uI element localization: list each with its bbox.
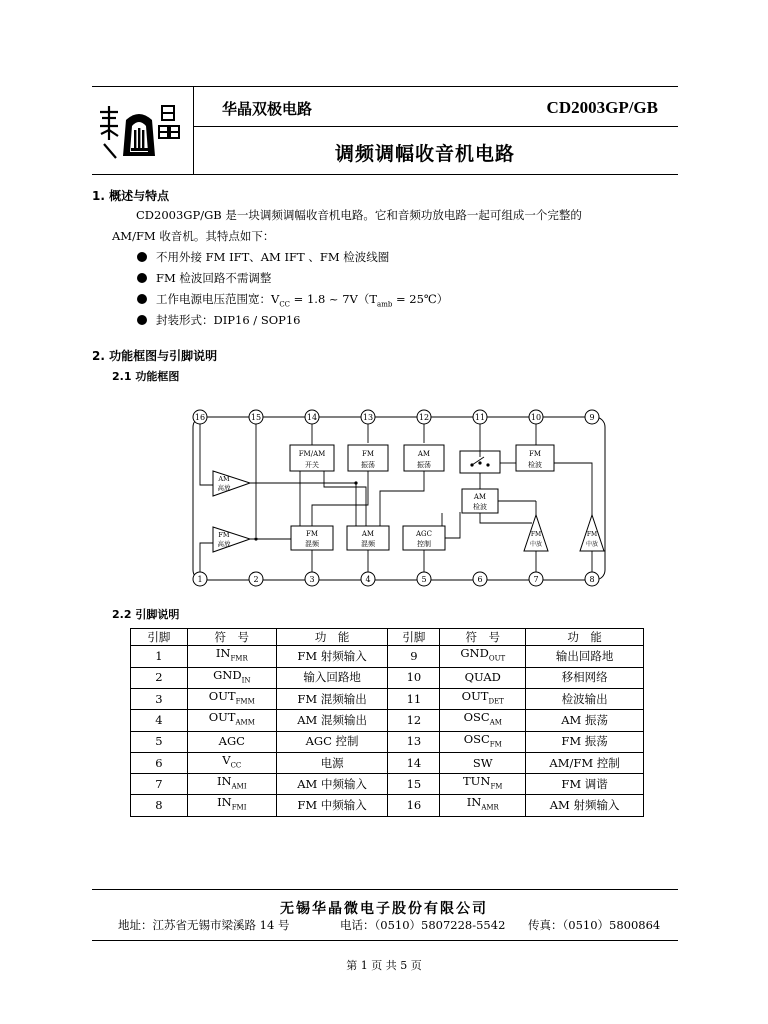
svg-text:AM: AM <box>417 450 431 458</box>
svg-text:振荡: 振荡 <box>417 461 431 469</box>
table-cell: 1 <box>131 646 188 667</box>
column-header: 功 能 <box>526 629 644 646</box>
pin-label: 2 <box>253 575 259 584</box>
bullet-icon <box>137 252 147 262</box>
fm-rf-amplifier <box>213 527 250 552</box>
pin-label: 1 <box>197 575 203 584</box>
table-cell: AGC <box>187 731 276 752</box>
table-cell: $IN_{FMR}$ <box>187 646 276 667</box>
svg-text:AGC: AGC <box>415 530 433 538</box>
fm-am-switch-block <box>290 445 334 471</box>
table-cell: 3 <box>131 688 188 709</box>
table-cell: $IN_{AMI}$ <box>187 774 276 795</box>
table-cell: $OSC_{FM}$ <box>440 731 526 752</box>
table-cell: $GND_{IN}$ <box>187 667 276 688</box>
pin-label: 11 <box>474 413 486 422</box>
fm-if-amplifier <box>524 515 548 551</box>
svg-text:FM: FM <box>586 531 598 538</box>
pin-label: 9 <box>589 413 595 422</box>
footer-phone: 电话：（0510）5807228-5542 <box>340 918 506 932</box>
table-cell: $IN_{FMI}$ <box>187 795 276 816</box>
am-detector-block <box>462 489 498 513</box>
pin-label: 10 <box>530 413 542 422</box>
table-cell: 4 <box>131 710 188 731</box>
table-row <box>131 752 644 773</box>
column-header: 引脚 <box>388 629 440 646</box>
svg-text:开关: 开关 <box>305 461 319 469</box>
svg-text:FM/AM: FM/AM <box>298 450 326 458</box>
svg-text:FM: FM <box>218 531 230 539</box>
table-cell: QUAD <box>440 667 526 688</box>
intro-line-2: AM/FM 收音机。其特点如下： <box>112 229 275 243</box>
bottom-pin-row <box>193 572 599 586</box>
svg-text:FM: FM <box>305 530 319 538</box>
table-cell: FM 中频输入 <box>276 795 388 816</box>
pin-label: 7 <box>533 575 539 584</box>
svg-text:高放: 高放 <box>217 540 231 548</box>
svg-text:高放: 高放 <box>217 484 231 492</box>
table-cell: $V_{CC}$ <box>187 752 276 773</box>
pin-label: 14 <box>306 413 318 422</box>
footer-address: 地址：江苏省无锡市梁溪路 14 号 <box>118 918 290 932</box>
table-cell: 移相网络 <box>526 667 644 688</box>
pin-label: 8 <box>589 575 595 584</box>
pin-label: 16 <box>194 413 206 422</box>
column-header: 功 能 <box>276 629 388 646</box>
table-cell: 5 <box>131 731 188 752</box>
column-header: 符 号 <box>440 629 526 646</box>
footer-company: 无锡华晶微电子股份有限公司 <box>280 901 488 917</box>
company-logo <box>96 100 182 164</box>
am-oscillator-block <box>404 445 444 471</box>
feature-item: 封装形式：DIP16 / SOP16 <box>137 310 301 331</box>
svg-text:检波: 检波 <box>473 503 487 511</box>
pin-label: 15 <box>250 413 262 422</box>
footer-fax: 传真：（0510）5800864 <box>528 918 661 932</box>
fm-oscillator-block <box>348 445 388 471</box>
table-cell: AGC 控制 <box>276 731 388 752</box>
bullet-icon <box>137 315 147 325</box>
bullet-icon <box>137 294 147 304</box>
table-cell: $OUT_{FMM}$ <box>187 688 276 709</box>
section1-heading: 1. 概述与特点 <box>92 189 170 203</box>
table-row <box>131 688 644 709</box>
pin-label: 12 <box>418 413 430 422</box>
table-cell: 12 <box>388 710 440 731</box>
table-row <box>131 667 644 688</box>
feature-item: FM 检波回路不需调整 <box>137 268 271 289</box>
table-cell: $TUN_{FM}$ <box>440 774 526 795</box>
svg-text:FM: FM <box>528 450 542 458</box>
table-cell: 输出回路地 <box>526 646 644 667</box>
table-cell: 13 <box>388 731 440 752</box>
table-cell: 8 <box>131 795 188 816</box>
table-cell: $IN_{AMR}$ <box>440 795 526 816</box>
feature-item: 工作电源电压范围宽：$V_{CC} = 1.8$ ~ $7V(T_{amb}$ = 25℃） <box>137 289 448 315</box>
table-cell: AM 中频输入 <box>276 774 388 795</box>
pin-label: 6 <box>477 575 483 584</box>
table-cell: 6 <box>131 752 188 773</box>
table-cell: 2 <box>131 667 188 688</box>
table-row <box>131 646 644 667</box>
am-rf-amplifier <box>213 471 250 496</box>
svg-text:振荡: 振荡 <box>361 461 375 469</box>
table-cell: FM 振荡 <box>526 731 644 752</box>
svg-text:控制: 控制 <box>417 540 431 548</box>
svg-text:混频: 混频 <box>305 540 319 548</box>
table-cell: AM 射频输入 <box>526 795 644 816</box>
table-cell: AM 混频输出 <box>276 710 388 731</box>
svg-text:AM: AM <box>473 493 487 501</box>
pin-label: 13 <box>362 413 374 422</box>
table-cell: SW <box>440 752 526 773</box>
table-cell: 电源 <box>276 752 388 773</box>
table-cell: AM/FM 控制 <box>526 752 644 773</box>
intro-line-1: CD2003GP/GB 是一块调频调幅收音机电路。它和音频功放电路一起可组成一个完整的 <box>136 208 582 222</box>
document-title: 调频调幅收音机电路 <box>335 143 516 165</box>
table-cell: $OUT_{AMM}$ <box>187 710 276 731</box>
column-header: 符 号 <box>187 629 276 646</box>
table-cell: $GND_{OUT}$ <box>440 646 526 667</box>
part-number: CD2003GP/GB <box>546 98 658 117</box>
pin-label: 3 <box>309 575 315 584</box>
pin-label: 4 <box>365 575 371 584</box>
page-number: 第 1 页 共 5 页 <box>346 959 422 972</box>
svg-text:FM: FM <box>361 450 375 458</box>
agc-control-block <box>403 526 445 550</box>
table-row <box>131 795 644 816</box>
subsection-pin-description: 2.2 引脚说明 <box>112 608 180 621</box>
table-cell: 输入回路地 <box>276 667 388 688</box>
table-cell: $OSC_{AM}$ <box>440 710 526 731</box>
column-header: 引脚 <box>131 629 188 646</box>
table-cell: AM 振荡 <box>526 710 644 731</box>
table-cell: FM 调谐 <box>526 774 644 795</box>
section2-heading: 2. 功能框图与引脚说明 <box>92 349 218 363</box>
company-name: 华晶双极电路 <box>222 100 313 118</box>
table-cell: 16 <box>388 795 440 816</box>
am-mixer-block <box>347 526 389 550</box>
table-cell: 9 <box>388 646 440 667</box>
table-cell: 11 <box>388 688 440 709</box>
second-if-amplifier <box>580 515 604 551</box>
table-row <box>131 774 644 795</box>
pin-table <box>130 628 644 817</box>
fm-mixer-block <box>291 526 333 550</box>
function-block-diagram <box>180 405 620 590</box>
fm-detector-block <box>516 445 554 471</box>
table-row <box>131 710 644 731</box>
svg-text:混频: 混频 <box>361 540 375 548</box>
table-cell: $OUT_{DET}$ <box>440 688 526 709</box>
subsection-block-diagram: 2.1 功能框图 <box>112 370 180 383</box>
table-cell: 14 <box>388 752 440 773</box>
table-cell: FM 混频输出 <box>276 688 388 709</box>
table-cell: FM 射频输入 <box>276 646 388 667</box>
table-cell: 7 <box>131 774 188 795</box>
svg-text:AM: AM <box>218 475 230 483</box>
table-row <box>131 731 644 752</box>
table-cell: 10 <box>388 667 440 688</box>
feature-item: 不用外接 FM IFT、AM IFT 、FM 检波线圈 <box>137 247 389 268</box>
svg-text:AM: AM <box>361 530 375 538</box>
svg-text:FM: FM <box>530 531 542 538</box>
pin-label: 5 <box>421 575 427 584</box>
table-header-row <box>131 629 644 646</box>
table-cell: 15 <box>388 774 440 795</box>
svg-text:中放: 中放 <box>529 541 543 548</box>
svg-text:检波: 检波 <box>528 461 542 469</box>
bullet-icon <box>137 273 147 283</box>
table-cell: 检波输出 <box>526 688 644 709</box>
svg-text:中放: 中放 <box>585 541 599 548</box>
